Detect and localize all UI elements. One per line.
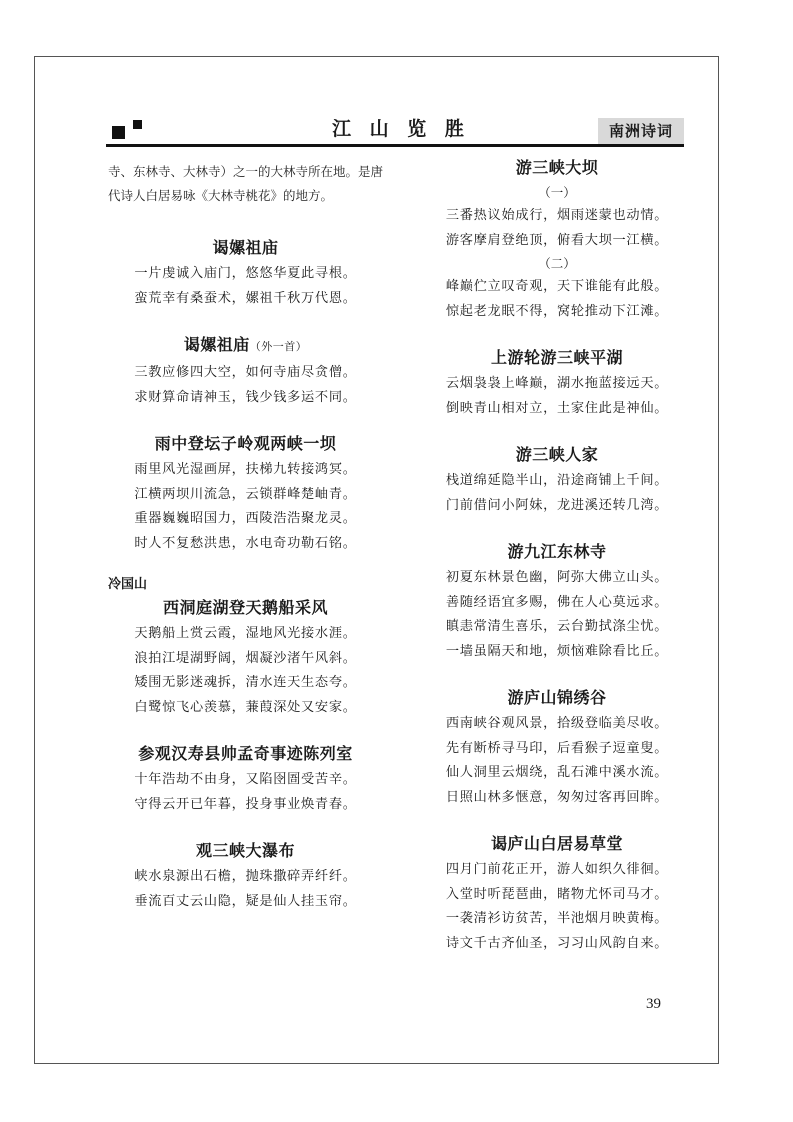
poem-title: 谒庐山白居易草堂 — [490, 834, 623, 853]
poem-title: 游九江东林寺 — [507, 542, 607, 561]
poem-line: 矮围无影迷魂拆，清水连天生态夸。 — [134, 675, 357, 690]
poem-title: 游庐山锦绣谷 — [507, 688, 607, 707]
poem-title: 上游轮游三峡平湖 — [490, 348, 623, 367]
poem-line: 峡水泉源出石檐，抛珠撒碎弄纤纤。 — [134, 869, 357, 884]
header-rule — [106, 144, 684, 147]
poem-line: 先有断桥寻马印，后看猴子逗童叟。 — [445, 740, 669, 756]
poem-line: 四月门前花正开，游人如织久徘徊。 — [445, 862, 669, 877]
author-name: 冷国山 — [108, 577, 148, 592]
poem-line: 蛮荒幸有桑蚕术，嫘祖千秋万代恩。 — [134, 290, 357, 306]
poem-line: 仙人洞里云烟绕，乱石滩中溪水流。 — [445, 765, 669, 780]
poem-subtitle: （外一首） — [249, 340, 308, 353]
poem-line: 求财算命请神玉，钱少钱多运不同。 — [134, 389, 357, 405]
poem-line: 游客摩肩登绝顶，俯看大坝一江横。 — [445, 232, 669, 248]
poem-line: 浪拍江堤湖野阔，烟凝沙渚午风斜。 — [134, 650, 357, 666]
poem — [108, 432, 383, 556]
poem-line: 江横两坝川流急，云锁群峰楚岫青。 — [134, 486, 357, 502]
poem — [108, 236, 383, 311]
poem — [422, 686, 692, 810]
poem-title: 游三峡人家 — [515, 445, 599, 464]
poem — [422, 346, 692, 421]
poem — [108, 742, 383, 817]
poem-line: 善随经语宜多赐，佛在人心莫远求。 — [445, 594, 669, 610]
poem-title: 西洞庭湖登天鹅船采风 — [162, 598, 328, 617]
column-badge: 南洲诗词 — [598, 118, 684, 144]
page-header — [106, 116, 684, 144]
page-number: 39 — [646, 996, 661, 1012]
poem-line: 诗文千古齐仙圣，习习山风韵自来。 — [445, 935, 669, 951]
poem-line: 十年浩劫不由身，又陷囹圄受苦辛。 — [134, 772, 357, 787]
poem-line: 峰巅伫立叹奇观，天下谁能有此般。 — [445, 279, 669, 294]
poem-line: 重器巍巍昭国力，西陵浩浩聚龙灵。 — [134, 511, 357, 526]
poem — [108, 839, 383, 914]
poem-line: 白鹭惊飞心羡慕，蒹葭深处又安家。 — [134, 699, 357, 715]
poem-title: 参观汉寿县帅孟奇事迹陈列室 — [138, 744, 353, 763]
poem-title — [108, 333, 383, 359]
poem — [108, 596, 383, 720]
poem-line: 瞋恚常清生喜乐，云台勤拭涤尘忧。 — [445, 619, 669, 634]
poem-line: 入堂时听琵琶曲，睹物尤怀司马才。 — [445, 886, 669, 902]
poem-line: 时人不复愁洪患，水电奇功勒石铭。 — [134, 535, 357, 551]
poem-title: 谒嫘祖庙 — [212, 238, 279, 257]
poem-line: 三教应修四大空，如何寺庙尽贪僧。 — [134, 365, 357, 380]
poem-line: 门前借问小阿妹，龙进溪还转几湾。 — [445, 497, 669, 513]
intro-text: 寺、东林寺、大林寺）之一的大林寺所在地。是唐代诗人白居易咏《大林寺桃花》的地方。 — [108, 164, 384, 203]
poem — [108, 333, 383, 410]
right-column — [422, 156, 692, 956]
poem-line: 日照山林多惬意，匆匆过客再回眸。 — [445, 789, 669, 805]
poem — [422, 443, 692, 518]
poem-line: 一片虔诚入庙门，悠悠华夏此寻根。 — [134, 266, 357, 281]
poem — [422, 832, 692, 956]
poem — [422, 156, 692, 324]
poem-part-number: （一） — [538, 185, 576, 200]
poem-line: 天鹅船上赏云霞，湿地风光接水涯。 — [134, 626, 357, 641]
poem-line: 倒映青山相对立，土家住此是神仙。 — [445, 400, 669, 416]
header-square-large — [112, 126, 125, 139]
poem-line: 西南峡谷观风景，拾级登临美尽收。 — [445, 716, 669, 731]
poem-line: 云烟袅袅上峰巅，湖水拖蓝接远天。 — [445, 376, 669, 391]
poem-title-text: 谒嫘祖庙 — [183, 335, 250, 354]
poem-line: 雨里风光湿画屏，扶梯九转接鸿冥。 — [134, 462, 357, 477]
poem-line: 垂流百丈云山隐，疑是仙人挂玉帘。 — [134, 893, 357, 909]
poem-title: 观三峡大瀑布 — [195, 841, 295, 860]
poem-part-number: （二） — [538, 256, 576, 271]
poem-title: 雨中登坛子岭观两峡一坝 — [154, 434, 337, 453]
poem-title: 游三峡大坝 — [515, 158, 599, 177]
header-square-small — [133, 120, 142, 129]
poem-line: 三番热议始成行，烟雨迷蒙也动情。 — [445, 208, 669, 223]
poem-line: 一袭清衫访贫苦，半池烟月映黄梅。 — [445, 911, 669, 926]
poem-line: 栈道绵延隐半山，沿途商铺上千间。 — [445, 473, 669, 488]
left-column — [108, 156, 383, 914]
section-title: 江 山 览 胜 — [332, 118, 470, 140]
poem-line: 守得云开已年暮，投身事业焕青春。 — [134, 796, 357, 812]
poem-line: 惊起老龙眠不得，窝轮推动下江滩。 — [445, 303, 669, 319]
poem-line: 初夏东林景色幽，阿弥大佛立山头。 — [445, 570, 669, 585]
poem-line: 一墙虽隔天和地，烦恼难除看比丘。 — [445, 643, 669, 659]
poem — [422, 540, 692, 664]
